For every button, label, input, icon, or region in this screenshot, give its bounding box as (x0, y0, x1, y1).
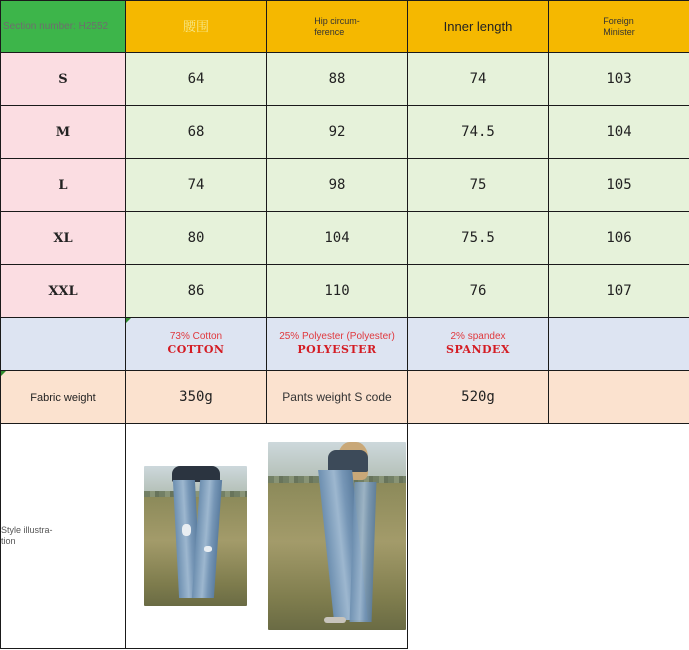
jeans-side-photo (268, 442, 406, 630)
waist-cell: 86 (126, 265, 267, 318)
header-hip (267, 1, 408, 53)
polyester-percent: 25% Polyester (Polyester) (279, 331, 395, 342)
jeans-front-photo (144, 466, 247, 606)
fabric-empty-cell (549, 318, 689, 371)
spandex-percent: 2% spandex (450, 331, 506, 342)
table-row (1, 212, 689, 265)
waist-cell: 68 (126, 106, 267, 159)
hip-cell: 92 (267, 106, 408, 159)
hip-cell: 88 (267, 53, 408, 106)
waist-cell: 74 (126, 159, 267, 212)
inner-length-cell: 74.5 (408, 106, 549, 159)
waist-cell: 80 (126, 212, 267, 265)
cotton-cell (126, 318, 267, 371)
hip-cell: 110 (267, 265, 408, 318)
inner-length-cell: 74 (408, 53, 549, 106)
header-waist (126, 1, 267, 53)
table-row (1, 159, 689, 212)
size-cell: M (1, 106, 126, 159)
table-row (1, 106, 689, 159)
size-cell: L (1, 159, 126, 212)
inner-length-cell: 76 (408, 265, 549, 318)
style-empty-cell (408, 424, 549, 649)
outer-length-cell: 103 (549, 53, 689, 106)
header-inner-length-label: Inner length (443, 19, 513, 34)
fabric-weight-value: 350g (126, 371, 267, 424)
header-hip-label: Hip circum- ference (314, 15, 360, 37)
header-outer (549, 1, 689, 53)
outer-length-cell: 107 (549, 265, 689, 318)
header-inner-length (408, 1, 549, 53)
waist-cell: 64 (126, 53, 267, 106)
header-outer-label: Foreign Minister (603, 15, 635, 37)
cell-corner-marker (126, 318, 131, 323)
outer-length-cell: 105 (549, 159, 689, 212)
section-number: Section number: H2552 (3, 21, 109, 32)
weight-empty-cell (549, 371, 689, 424)
polyester-cell (267, 318, 408, 371)
header-waist-label: 腰围 (182, 19, 209, 34)
spandex-cell (408, 318, 549, 371)
cell-corner-marker (1, 371, 6, 376)
table-row (1, 265, 689, 318)
outer-length-cell: 104 (549, 106, 689, 159)
pants-weight-label-cell (267, 371, 408, 424)
inner-length-cell: 75 (408, 159, 549, 212)
fabric-weight-label-cell (1, 371, 126, 424)
fabric-row (1, 318, 689, 371)
style-illustration-label-cell (1, 424, 126, 649)
size-cell: XXL (1, 265, 126, 318)
size-cell: S (1, 53, 126, 106)
hip-cell: 104 (267, 212, 408, 265)
spandex-label: SPANDEX (446, 343, 510, 356)
table-row (1, 53, 689, 106)
fabric-weight-label: Fabric weight (30, 392, 96, 404)
cotton-percent: 73% Cotton (169, 331, 223, 342)
header-row (1, 1, 689, 53)
outer-length-cell: 106 (549, 212, 689, 265)
pants-weight-label: Pants weight S code (282, 390, 392, 404)
pants-weight-value: 520g (408, 371, 549, 424)
cotton-label: COTTON (167, 343, 225, 356)
section-number-cell (1, 1, 126, 53)
inner-length-cell: 75.5 (408, 212, 549, 265)
size-cell: XL (1, 212, 126, 265)
hip-cell: 98 (267, 159, 408, 212)
style-illustration-label: Style illustra- tion (1, 525, 53, 546)
polyester-label: POLYESTER (297, 343, 377, 356)
weight-row (1, 371, 689, 424)
fabric-label-cell (1, 318, 126, 371)
style-empty-cell (549, 424, 689, 649)
